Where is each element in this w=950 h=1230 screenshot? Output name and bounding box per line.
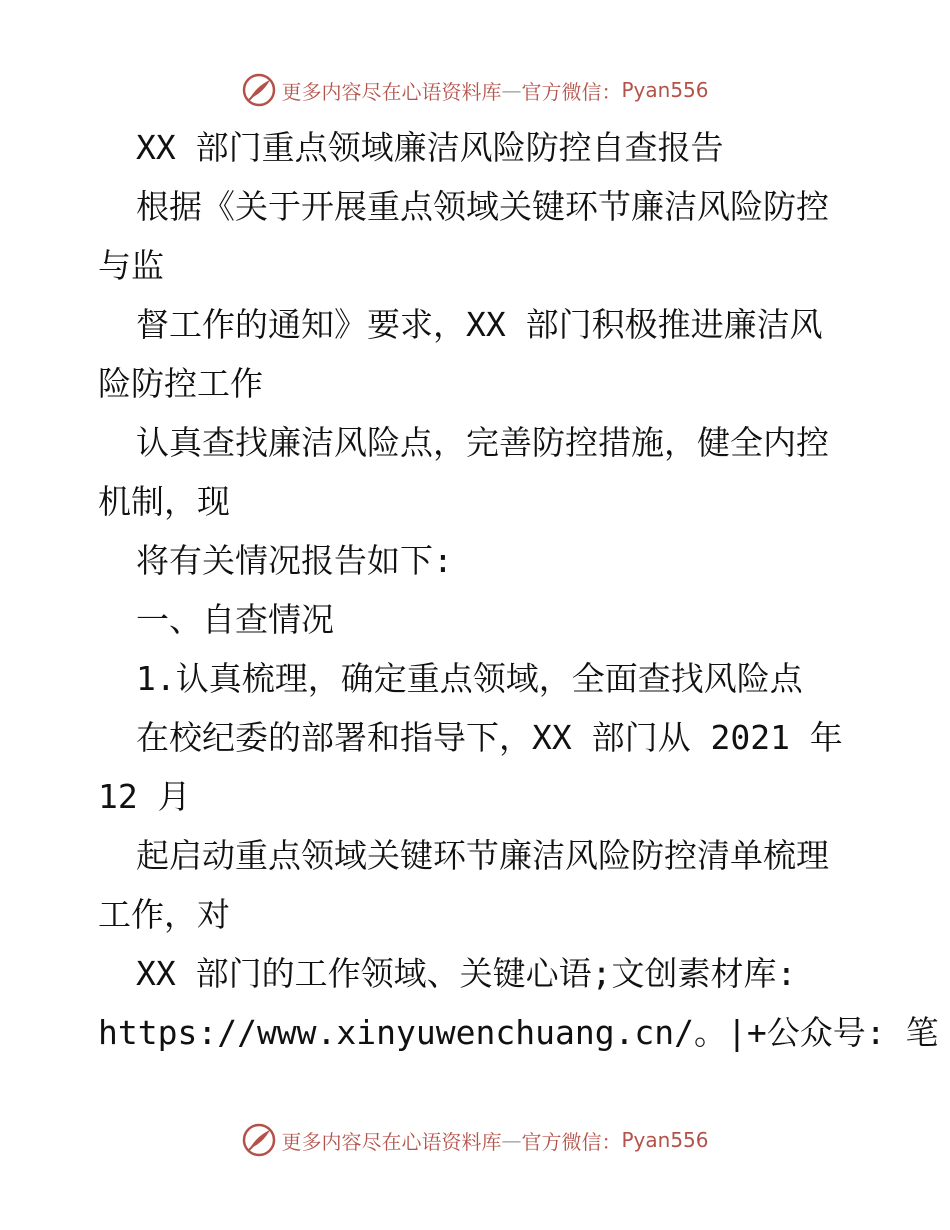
watermark-contact: 官方微信： <box>521 1129 622 1154</box>
feather-pen-icon <box>241 1122 277 1158</box>
subsection-heading: 1.认真梳理，确定重点领域，全面查找风险点 <box>136 659 803 698</box>
document-body <box>98 118 939 1062</box>
paragraph-line: 在校纪委的部署和指导下，XX 部门从 2021 年 <box>136 718 843 757</box>
paragraph-line: 起启动重点领域关键环节廉洁风险防控清单梳理 <box>136 836 829 875</box>
paragraph-line: 与监 <box>98 246 164 285</box>
watermark-header <box>0 70 950 110</box>
paragraph-line: 根据《关于开展重点领域关键环节廉洁风险防控 <box>136 187 829 226</box>
paragraph-line: 将有关情况报告如下: <box>136 541 453 580</box>
paragraph-line: https://www.xinyuwenchuang.cn/。|+公众号: 笔 <box>98 1013 939 1052</box>
watermark-wechat-id: Pyan556 <box>621 1128 709 1152</box>
watermark-wechat-id: Pyan556 <box>621 78 709 102</box>
watermark-dash: — <box>501 1128 522 1152</box>
paragraph-line: XX 部门的工作领域、关键心语;文创素材库: <box>136 954 797 993</box>
watermark-contact: 官方微信： <box>521 79 622 104</box>
watermark-text: 更多内容尽在心语资料库 <box>281 79 502 104</box>
watermark-dash: — <box>501 78 522 102</box>
paragraph-line: 险防控工作 <box>98 364 263 403</box>
paragraph-line: 12 月 <box>98 777 191 816</box>
section-heading: 一、自查情况 <box>136 600 334 639</box>
paragraph-line: 工作，对 <box>98 895 230 934</box>
paragraph-line: 督工作的通知》要求，XX 部门积极推进廉洁风 <box>136 305 823 344</box>
document-title: XX 部门重点领域廉洁风险防控自查报告 <box>136 128 724 167</box>
paragraph-line: 机制，现 <box>98 482 230 521</box>
paragraph-line: 认真查找廉洁风险点，完善防控措施，健全内控 <box>136 423 829 462</box>
watermark-text: 更多内容尽在心语资料库 <box>281 1129 502 1154</box>
feather-pen-icon <box>241 72 277 108</box>
watermark-footer <box>0 1120 950 1160</box>
